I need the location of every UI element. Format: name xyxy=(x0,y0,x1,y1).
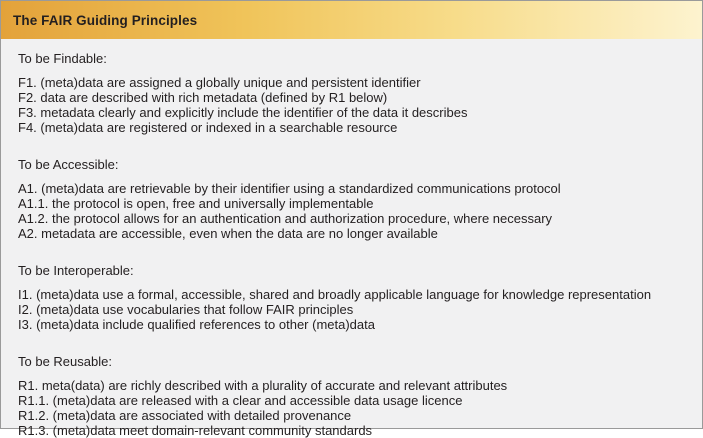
principle-item: F3. metadata clearly and explicitly include the identifier of the data it describes xyxy=(18,105,468,120)
section-heading: To be Reusable: xyxy=(18,354,112,369)
section-heading: To be Interoperable: xyxy=(18,263,134,278)
principle-item: R1.2. (meta)data are associated with detailed provenance xyxy=(18,408,352,423)
principle-item: A2. metadata are accessible, even when the data are no longer available xyxy=(18,226,438,241)
principle-item: I1. (meta)data use a formal, accessible, shared and broadly applicable language for knowledge representation xyxy=(18,287,652,302)
principle-item: R1. meta(data) are richly described with a plurality of accurate and relevant attributes xyxy=(18,378,508,393)
section-accessible xyxy=(18,157,702,241)
principle-item: F4. (meta)data are registered or indexed in a searchable resource xyxy=(18,120,398,135)
principle-item: A1.1. the protocol is open, free and universally implementable xyxy=(18,196,374,211)
principle-item: I2. (meta)data use vocabularies that follow FAIR principles xyxy=(18,302,354,317)
principle-item: A1.2. the protocol allows for an authentication and authorization procedure, where necessary xyxy=(18,211,553,226)
section-reusable xyxy=(18,354,702,438)
principle-item: F1. (meta)data are assigned a globally unique and persistent identifier xyxy=(18,75,421,90)
principle-item: A1. (meta)data are retrievable by their identifier using a standardized communications protocol xyxy=(18,181,561,196)
section-heading: To be Accessible: xyxy=(18,157,119,172)
principle-item: R1.3. (meta)data meet domain-relevant community standards xyxy=(18,423,373,438)
section-heading: To be Findable: xyxy=(18,51,107,66)
principle-item: I3. (meta)data include qualified references to other (meta)data xyxy=(18,317,375,332)
box-header xyxy=(1,1,702,39)
principle-item: F2. data are described with rich metadata (defined by R1 below) xyxy=(18,90,388,105)
principle-item: R1.1. (meta)data are released with a clear and accessible data usage licence xyxy=(18,393,463,408)
box-title: The FAIR Guiding Principles xyxy=(13,12,198,28)
principles-content xyxy=(1,39,702,438)
section-findable xyxy=(18,51,702,135)
section-interoperable xyxy=(18,263,702,332)
